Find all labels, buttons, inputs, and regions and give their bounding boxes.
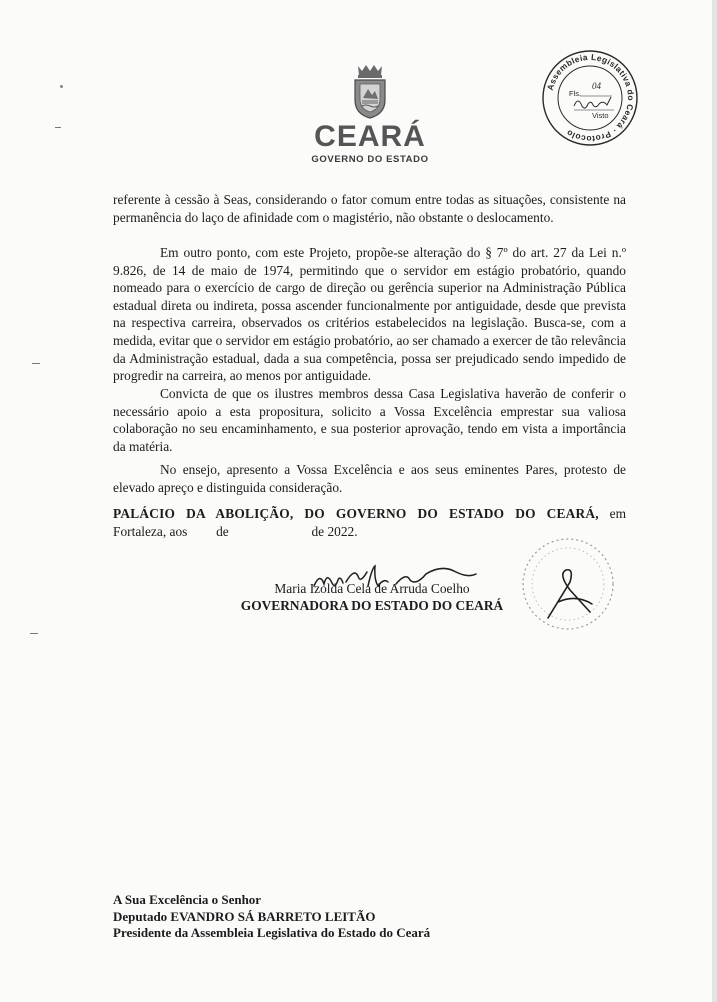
signer-block [232,580,512,614]
stamp-sheet-number: 04 [592,81,601,91]
paragraph-1: referente à cessão à Seas, considerando o fator comum entre todas as situações, consistente na permanência do laço de afinidade com o magistério, não obstante o deslocamento. [113,192,626,225]
paragraph-3: Convicta de que os ilustres membros dessa Casa Legislativa haverão de conferir o necessário apoio a esta propositura, solicito a Vossa Excelência emprestar sua valiosa colaboração no seu encaminhamento, e sua posterior aprovação, tendo em vista a importância da matéria. [113,386,626,454]
signer-title: GOVERNADORA DO ESTADO DO CEARÁ [240,598,504,613]
paragraph-2: Em outro ponto, com este Projeto, propõe-se alteração do § 7º do art. 27 da Lei n.º 9.826, de 14 de maio de 1974, permitindo que o servidor em estágio probatório, quando nomeado para o exercício de cargo de direção ou gerência superior na Administração Pública estadual direta ou indireta, possa ascender funcionalmente por antiguidade, desde que prevista na respectiva carreira, observados os critérios estabelecidos na legislação. Busca-se, com a medida, evitar que o servidor em estágio probatório, ao ser chamado a exercer de tão relevância da Administração estadual, dada a sua competência, possa ser prejudicado sendo impedido de progredir na carreira, ao menos por antiguidade. [113,245,626,384]
palace-tail: em [598,506,626,521]
addressee-line-3: Presidente da Assembleia Legislativa do Estado do Ceará [113,925,431,940]
page-edge-shadow [712,0,717,1002]
signer-name: Maria Izolda Cela de Arruda Coelho [274,581,470,596]
stamp-ring-text: Assembleia Legislativa do Ceará · Protocolo [544,51,637,145]
addressee-line-2: Deputado EVANDRO SÁ BARRETO LEITÃO [113,908,376,924]
seal-rubric [548,570,592,618]
brand-subtitle: GOVERNO DO ESTADO [311,154,429,165]
scan-speck [55,127,61,128]
closing-de: de [216,524,229,539]
scan-speck [32,363,40,364]
stamp-visto-label: Visto [592,111,609,120]
brand-name: CEARÁ [314,120,426,153]
addressee-block [113,892,613,942]
paragraph-4: No ensejo, apresento a Vossa Excelência e aos seus eminentes Pares, protesto de elevado apreço e distinguida consideração. [113,462,626,495]
letterhead [300,62,440,165]
stamp-sheet-label: Fls. [569,89,582,98]
scan-speck [60,85,63,88]
protocol-stamp [540,48,640,148]
palace-name: PALÁCIO DA ABOLIÇÃO, DO GOVERNO DO ESTADO DO CEARÁ, [113,506,599,521]
closing-city: Fortaleza, aos [113,524,188,539]
addressee-line-1: A Sua Excelência o Senhor [113,892,262,907]
scan-speck [30,633,38,634]
coat-of-arms-icon [349,62,391,120]
faint-seal-stamp [518,532,618,637]
closing-year: de 2022. [311,524,358,539]
stamp-rubric [574,97,611,108]
